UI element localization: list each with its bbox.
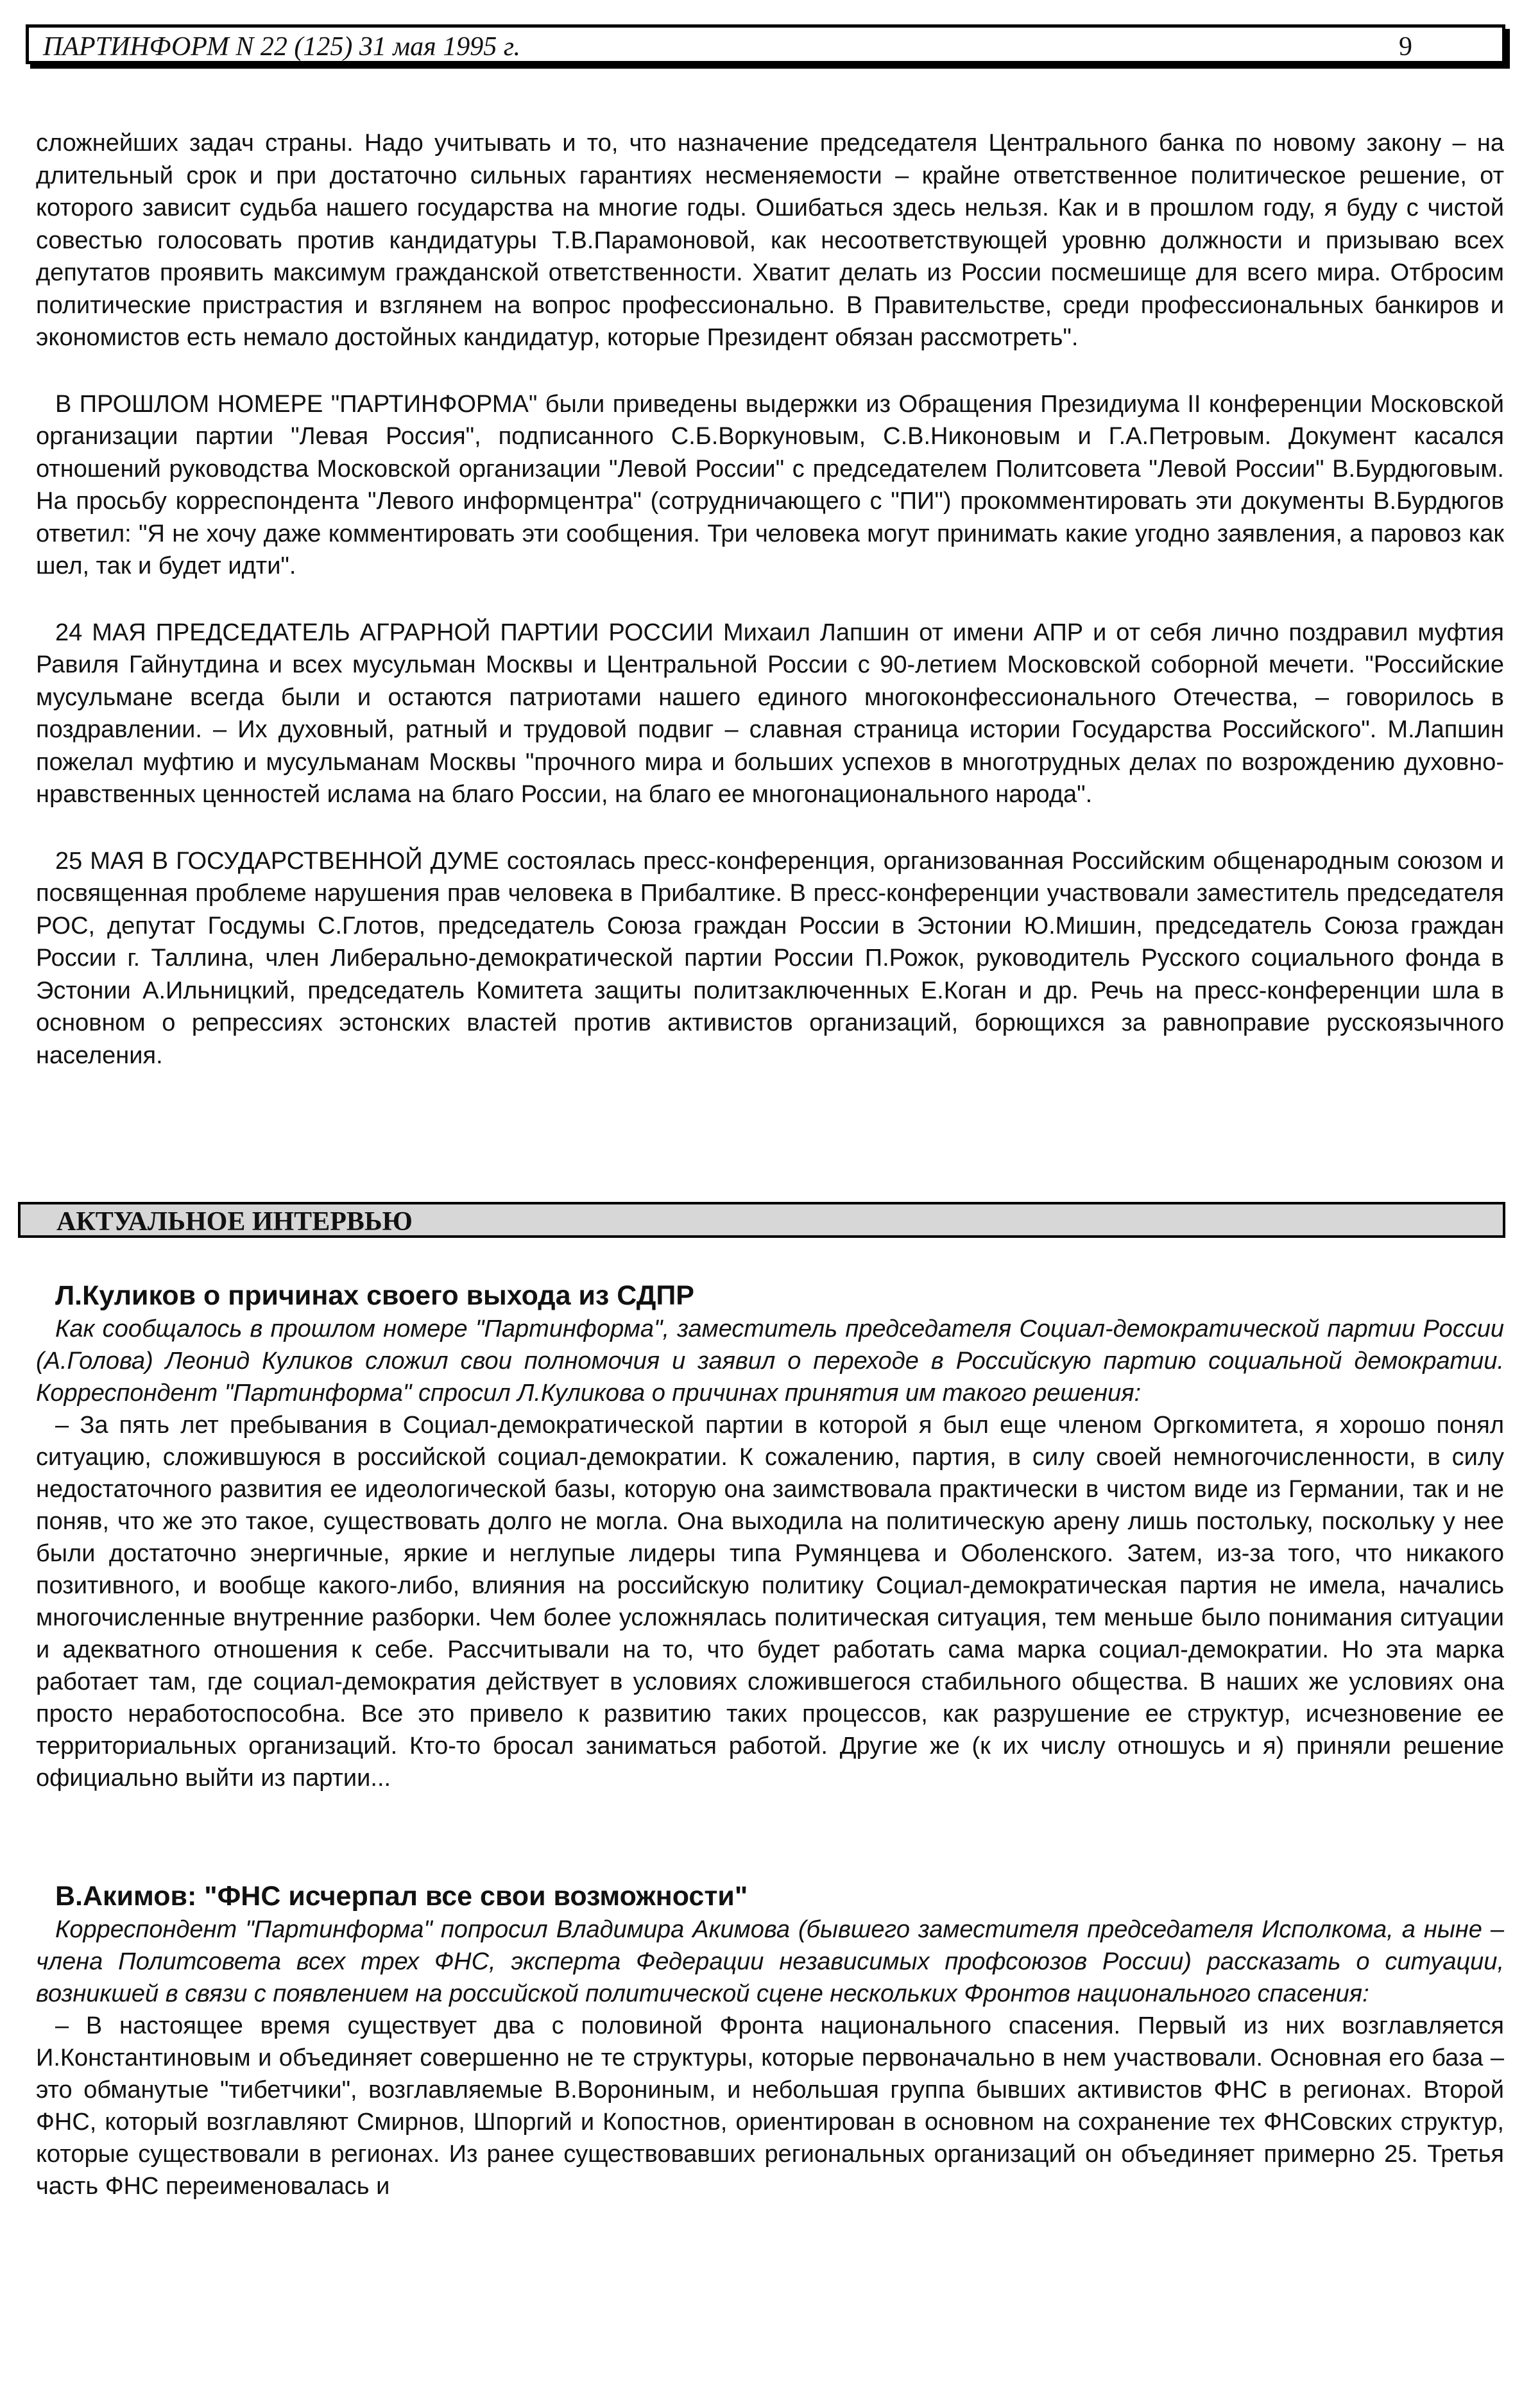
interview-akimov (36, 1879, 1504, 2202)
interview-headline: Л.Куликов о причинах своего выхода из СДПР (55, 1280, 694, 1311)
news-column (36, 127, 1504, 1072)
section-title: АКТУАЛЬНОЕ ИНТЕРВЬЮ (56, 1207, 413, 1237)
news-paragraph-duma: 25 МАЯ В ГОСУДАРСТВЕННОЙ ДУМЕ состоялась пресс-конференция, организованная Российским общенародным союзом и посвященная проблеме нарушения прав человека в Прибалтике. В пресс-конференции участвовали заместитель председателя РОС, депутат Госдумы С.Глотов, председатель Союза граждан России в Эстонии Ю.Мишин, председатель Союза граждан России г. Таллина, член Либерально-демократической партии России П.Рожок, руководитель Русского социального фонда в Эстонии А.Ильницкий, председатель Комитета защиты политзаключенных Е.Коган и др. Речь на пресс-конференции шла в основном о репрессиях эстонских властей против активистов организаций, борющихся за равноправие русскоязычного населения. (36, 847, 1504, 1069)
interview-lead: Как сообщалось в прошлом номере "Партинформа", заместитель председателя Социал-демократической партии России (А.Голова) Леонид Куликов сложил свои полномочия и заявил о переходе в Российскую партию социальной демократии. Корреспондент "Партинформа" спросил Л.Куликова о причинах принятия им такого решения: (36, 1315, 1504, 1407)
interview-body: – В настоящее время существует два с половиной Фронта национального спасения. Первый из них возглавляется И.Константиновым и объединяет совершенно не те структуры, которые первоначально в нем участвовали. Основная его база – это обманутые "тибетчики", возглавляемые В.Ворониным, и небольшая группа бывших активистов ФНС в регионах. Второй ФНС, который возглавляют Смирнов, Шпоргий и Копостнов, ориентирован в основном на сохранение тех ФНСовских структур, которые существовали в регионах. Из ранее существовавших региональных организаций он объединяет примерно 25. Третья часть ФНС переименовалась и (36, 2012, 1504, 2200)
section-header-bar (18, 1202, 1505, 1238)
interview-body: – За пять лет пребывания в Социал-демократической партии в которой я был еще членом Оргкомитета, я хорошо понял ситуацию, сложившуюся в российской социал-демократии. К сожалению, партия, в силу своей немногочисленности, в силу недостаточного развития ее идеологической базы, которую она заимствовала практически в чистом виде из Германии, так и не поняв, что же это такое, существовать долго не могла. Она выходила на политическую арену лишь постольку, поскольку у нее были достаточно энергичные, яркие и неглупые лидеры типа Румянцева и Оболенского. Затем, из-за того, что никакого позитивного, и вообще какого-либо, влияния на российскую политику Социал-демократическая партия не имела, начались многочисленные внутренние разборки. Чем более усложнялась политическая ситуация, тем меньше было понимания ситуации и адекватного отношения к себе. Рассчитывали на то, что будет работать сама марка социал-демократии. Но эта марка работает там, где социал-демократия действует в условиях сложившегося стабильного общества. В наших же условиях она просто неработоспособна. Все это привело к развитию таких процессов, как разрушение ее структур, исчезновение ее территориальных организаций. Кто-то бросал заниматься работой. Другие же (к их числу отношусь и я) приняли решение официально выйти из партии... (36, 1412, 1504, 1792)
masthead-box (26, 24, 1505, 64)
publication-title: ПАРТИНФОРМ N 22 (125) 31 мая 1995 г. (43, 32, 521, 62)
news-paragraph-continued: сложнейших задач страны. Надо учитывать и то, что назначение председателя Центрального банка по новому закону – на длительный срок и при достаточно сильных гарантиях несменяемости – крайне ответственное политическое решение, от которого зависит судьба нашего государства на многие годы. Ошибаться здесь нельзя. Как и в прошлом году, я буду с чистой совестью голосовать против кандидатуры Т.В.Парамоновой, как несоответствующей уровню должности и призываю всех депутатов проявить максимум гражданской ответственности. Хватит делать из России посмешище для всего мира. Отбросим политические пристрастия и взглянем на вопрос профессионально. В Правительстве, среди профессиональных банкиров и экономистов есть немало достойных кандидатур, которые Президент обязан рассмотреть". (36, 130, 1504, 351)
interview-kulikov (36, 1278, 1504, 1794)
news-paragraph-left-russia: В ПРОШЛОМ НОМЕРЕ "ПАРТИНФОРМА" были приведены выдержки из Обращения Президиума II конференции Московской организации партии "Левая Россия", подписанного С.Б.Воркуновым, С.В.Никоновым и Г.А.Петровым. Документ касался отношений руководства Московской организации "Левой России" с председателем Политсовета "Левой России" В.Бурдюговым. На просьбу корреспондента "Левого информцентра" (сотрудничающего с "ПИ") прокомментировать эти документы В.Бурдюгов ответил: "Я не хочу даже комментировать эти сообщения. Три человека могут принимать какие угодно заявления, а паровоз как шел, так и будет идти". (36, 390, 1504, 579)
news-paragraph-apr: 24 МАЯ ПРЕДСЕДАТЕЛЬ АГРАРНОЙ ПАРТИИ РОССИИ Михаил Лапшин от имени АПР и от себя лично поздравил муфтия Равиля Гайнутдина и всех мусульман Москвы и Центральной России с 90-летием Московской соборной мечети. "Российские мусульмане всегда были и остаются патриотами нашего единого многоконфессионального Отечества, – говорилось в поздравлении. – Их духовный, ратный и трудовой подвиг – славная страница истории Государства Российского". М.Лапшин пожелал муфтию и мусульманам Москвы "прочного мира и больших успехов в многотрудных делах по возрождению духовно-нравственных ценностей ислама на благо России, на благо ее многонационального народа". (36, 619, 1504, 808)
interview-lead: Корреспондент "Партинформа" попросил Владимира Акимова (бывшего заместителя председателя Исполкома, а ныне – члена Политсовета всех трех ФНС, эксперта Федерации независимых профсоюзов России) рассказать о ситуации, возникшей в связи с появлением на российской политической сцене нескольких Фронтов национального спасения: (36, 1916, 1504, 2007)
interview-headline: В.Акимов: "ФНС исчерпал все свои возможности" (55, 1881, 748, 1912)
page-number: 9 (1399, 32, 1412, 62)
